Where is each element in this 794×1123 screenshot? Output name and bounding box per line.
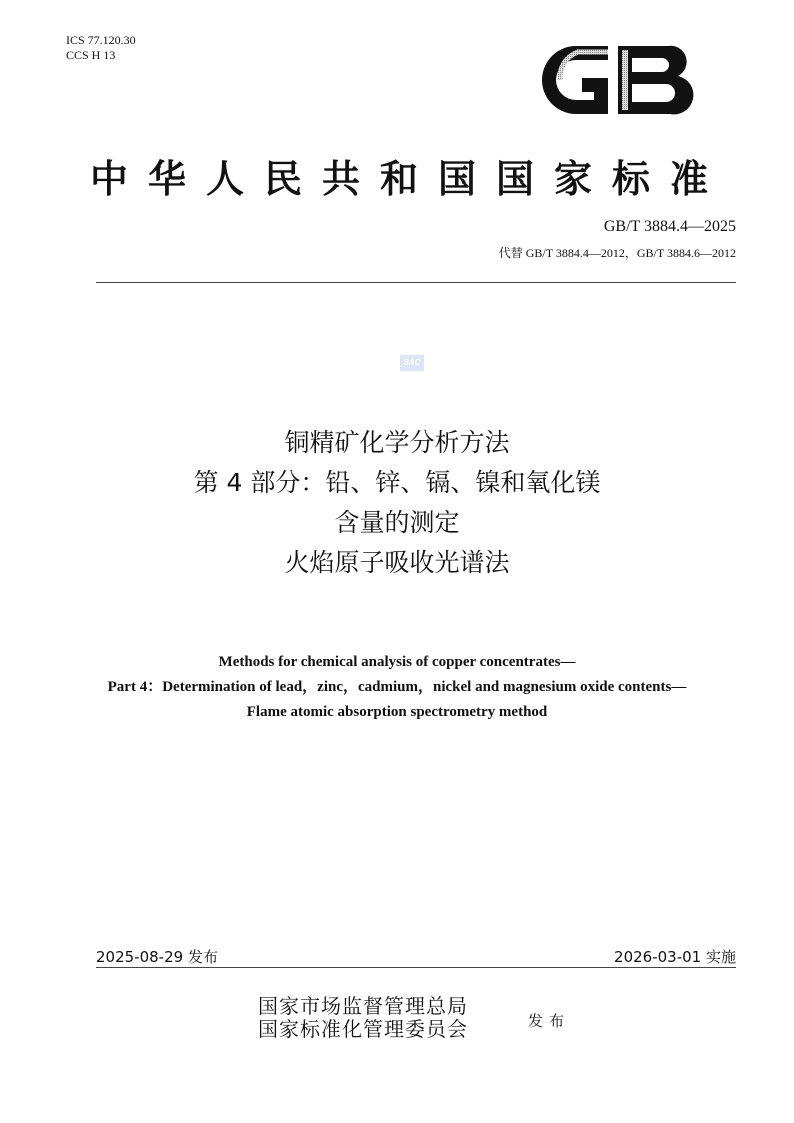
national-standard-heading: 中华人民共和国国家标准 [90,156,729,201]
issuer: 国家市场监督管理总局 [258,994,468,1018]
chinese-title-line: 第 4 部分：铅、锌、镉、镍和氧化镁 [193,468,601,497]
replaces-note: 代替 GB/T 3884.4—2012，GB/T 3884.6—2012 [498,246,736,260]
issuing-authorities [258,995,468,1041]
issue-label: 发布 [528,1012,571,1030]
issue-date: 2025-08-29 发布 [96,948,218,966]
english-title-line: Flame atomic absorption spectrometry method [246,704,548,720]
chinese-title [0,423,794,583]
chinese-title-line: 含量的测定 [334,508,460,537]
bottom-divider [96,967,736,968]
sac-watermark: SAC [400,355,424,371]
standard-code: GB/T 3884.4—2025 [603,218,736,235]
top-divider [96,282,736,283]
gb-logo [538,42,694,118]
chinese-title-line: 铜精矿化学分析方法 [284,428,510,457]
effective-date: 2026-03-01 实施 [614,948,736,966]
issuer: 国家标准化管理委员会 [258,1017,468,1041]
ccs-code: CCS H 13 [66,48,116,62]
chinese-title-line: 火焰原子吸收光谱法 [284,548,510,577]
ics-code: ICS 77.120.30 [66,33,136,47]
english-title [0,650,794,725]
english-title-line: Methods for chemical analysis of copper concentrates— [218,654,576,670]
english-title-line: Part 4：Determination of lead，zinc，cadmium，nickel and magnesium oxide contents— [107,679,687,695]
classification-codes [66,33,136,63]
